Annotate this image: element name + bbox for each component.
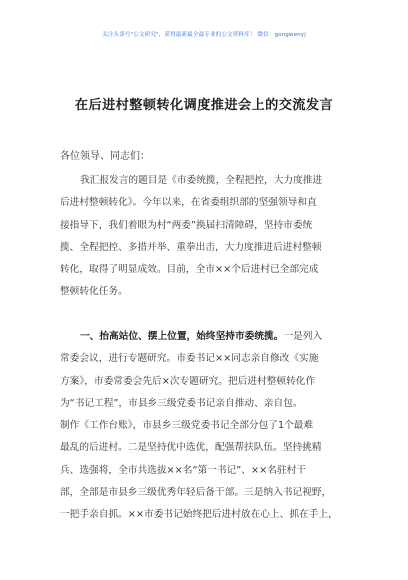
paragraph-line: 部，全部是市县乡三级优秀年轻后备干部。三是纳入书记视野， <box>60 487 332 499</box>
paragraph-line: 接指导下，我们着眼为村“两委”换届扫清障碍，坚持市委统 <box>60 219 313 231</box>
paragraph-line: 兵、选强将，全市共选拔××名“第一书记”、××名驻村干 <box>60 464 306 476</box>
section-heading-tail: 一是列入 <box>283 331 323 342</box>
paragraph-section-one <box>60 326 360 527</box>
paragraph-line: 揽、全程把控、多措并举、重拳出击，大力度推进后进村整顿 <box>60 241 322 253</box>
paragraph-line: 制作《工作台账》，市县乡三级党委书记全部分包了1个最难 <box>60 420 314 432</box>
paragraph-line: 为“书记工程”，市县乡三级党委书记亲自推动、亲自包。 <box>60 397 303 409</box>
salutation: 各位领导、同志们： <box>60 151 150 162</box>
paragraph-line: 后进村整顿转化》。今年以来，在省委组织部的坚强领导和直 <box>60 197 317 209</box>
paragraph-line: 整顿转化任务。 <box>60 286 128 298</box>
paragraph-line: 转化，取得了明显成效。目前，全市××个后进村已全部完成 <box>60 264 319 276</box>
header-banner: 关注头条号"公文研究"，获得最新最全最专业的公文资料库！ 微信：gongwenyj <box>102 32 306 38</box>
paragraph-line: 一把手亲自抓。××市委书记始终把后进村放在心上、抓在手上， <box>60 509 338 521</box>
page-title: 在后进村整顿转化调度推进会上的交流发言 <box>74 98 334 113</box>
section-heading-line <box>60 326 360 348</box>
paragraph-line: 我汇报发言的题目是《市委统揽，全程把控，大力度推进 <box>80 175 323 186</box>
paragraph-line: 最乱的后进村。二是坚持优中选优，配强帮扶队伍。坚持挑精 <box>60 442 322 454</box>
section-heading: 一、抬高站位、摆上位置，始终坚持市委统揽。 <box>80 331 284 342</box>
paragraph-line: 方案》，市委常委会先后×次专题研究。把后进村整顿转化作 <box>60 375 316 387</box>
paragraph-line: 常委会议，进行专题研究。市委书记××同志亲自修改《实施 <box>60 353 319 365</box>
paragraph-intro <box>60 170 360 304</box>
